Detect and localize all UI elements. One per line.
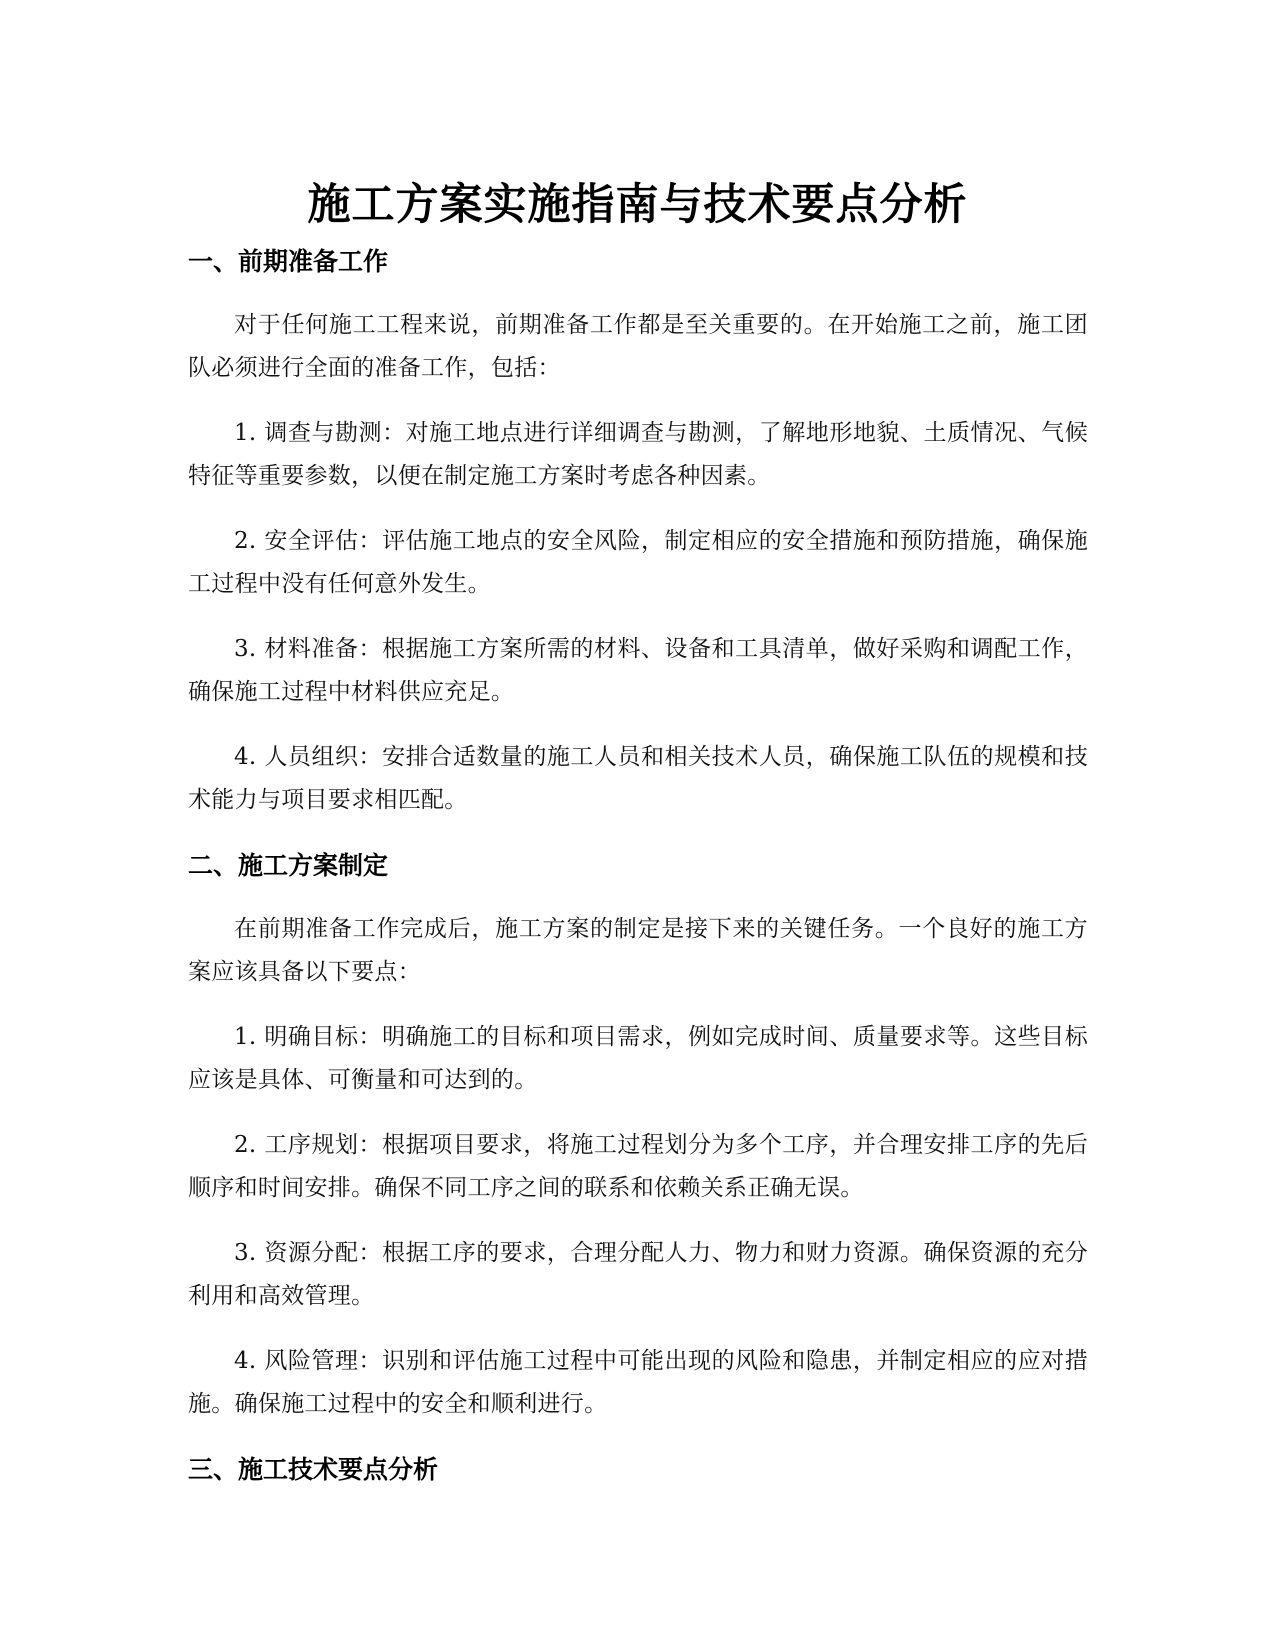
section-1-item-1-paragraph: 1. 调查与勘测：对施工地点进行详细调查与勘测，了解地形地貌、土质情况、气候特征等重要参数，以便在制定施工方案时考虑各种因素。 bbox=[188, 420, 1088, 489]
section-2-intro-paragraph: 在前期准备工作完成后，施工方案的制定是接下来的关键任务。一个良好的施工方案应该具备以下要点： bbox=[188, 916, 1088, 985]
section-1-intro-paragraph: 对于任何施工工程来说，前期准备工作都是至关重要的。在开始施工之前，施工团队必须进行全面的准备工作，包括： bbox=[188, 312, 1088, 381]
section-2-item-4-paragraph: 4. 风险管理：识别和评估施工过程中可能出现的风险和隐患，并制定相应的应对措施。确保施工过程中的安全和顺利进行。 bbox=[188, 1348, 1088, 1417]
section-2-item-2-paragraph: 2. 工序规划：根据项目要求，将施工过程划分为多个工序，并合理安排工序的先后顺序和时间安排。确保不同工序之间的联系和依赖关系正确无误。 bbox=[188, 1132, 1088, 1201]
document-title: 施工方案实施指南与技术要点分析 bbox=[307, 179, 968, 230]
section-2-item-1-paragraph: 1. 明确目标：明确施工的目标和项目需求，例如完成时间、质量要求等。这些目标应该是具体、可衡量和可达到的。 bbox=[188, 1024, 1088, 1093]
section-1-item-4-paragraph: 4. 人员组织：安排合适数量的施工人员和相关技术人员，确保施工队伍的规模和技术能力与项目要求相匹配。 bbox=[188, 744, 1088, 813]
section-heading-2: 二、施工方案制定 bbox=[188, 851, 389, 880]
section-1-item-3-paragraph: 3. 材料准备：根据施工方案所需的材料、设备和工具清单，做好采购和调配工作，确保施工过程中材料供应充足。 bbox=[188, 636, 1088, 705]
section-1-item-2-paragraph: 2. 安全评估：评估施工地点的安全风险，制定相应的安全措施和预防措施，确保施工过程中没有任何意外发生。 bbox=[188, 528, 1088, 597]
section-2-item-3-paragraph: 3. 资源分配：根据工序的要求，合理分配人力、物力和财力资源。确保资源的充分利用和高效管理。 bbox=[188, 1240, 1088, 1309]
section-heading-3: 三、施工技术要点分析 bbox=[188, 1455, 439, 1484]
document-body bbox=[188, 240, 1088, 1512]
section-heading-1: 一、前期准备工作 bbox=[188, 247, 389, 276]
